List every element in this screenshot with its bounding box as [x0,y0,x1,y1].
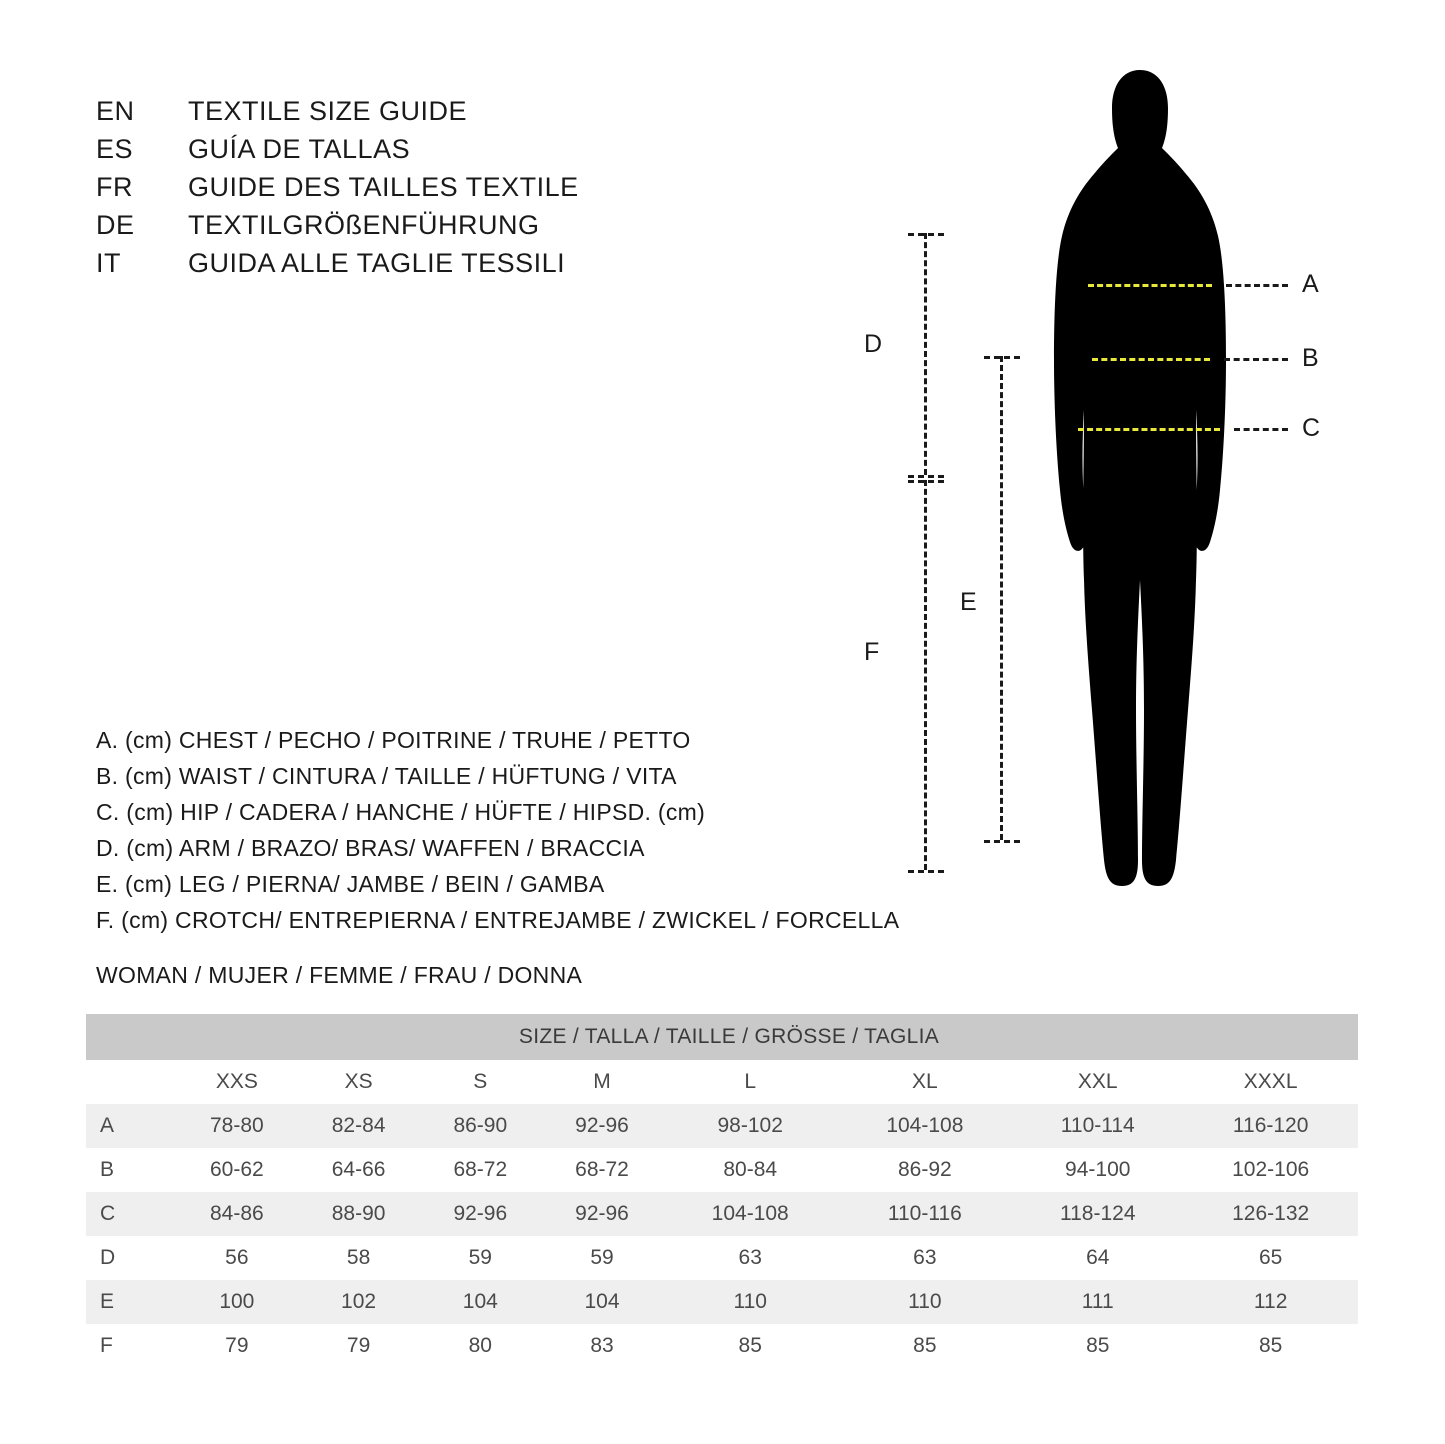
table-header-bar-label: SIZE / TALLA / TAILLE / GRÖSSE / TAGLIA [86,1014,1358,1060]
cell-a-s: 86-90 [419,1104,541,1148]
legend-item-f: F. (cm) CROTCH/ ENTREPIERNA / ENTREJAMBE / ZWICKEL / FORCELLA [96,907,900,933]
table-col-xxxl: XXXL [1183,1060,1358,1104]
table-col-s: S [419,1060,541,1104]
title-block [96,92,579,282]
chest-measure-line [1088,284,1212,287]
cell-d-xxxl: 65 [1183,1236,1358,1280]
cell-b-m: 68-72 [541,1148,663,1192]
cell-c-xs: 88-90 [298,1192,420,1236]
cell-a-l: 98-102 [663,1104,838,1148]
cell-a-xxl: 110-114 [1012,1104,1183,1148]
cell-d-l: 63 [663,1236,838,1280]
cell-b-xxl: 94-100 [1012,1148,1183,1192]
cell-f-xs: 79 [298,1324,420,1368]
cell-c-xl: 110-116 [838,1192,1013,1236]
waist-lead-line [1224,358,1288,361]
table-row [86,1192,1358,1236]
cell-b-xs: 64-66 [298,1148,420,1192]
title-text-it: GUIDA ALLE TAGLIE TESSILI [188,248,566,278]
cell-c-l: 104-108 [663,1192,838,1236]
cell-b-xl: 86-92 [838,1148,1013,1192]
legend-item-e: E. (cm) LEG / PIERNA/ JAMBE / BEIN / GAMBA [96,871,605,897]
title-row-en [96,92,579,130]
section-label-woman: WOMAN / MUJER / FEMME / FRAU / DONNA [96,962,583,988]
cell-d-xs: 58 [298,1236,420,1280]
table-col-xxs: XXS [176,1060,298,1104]
table-row [86,1148,1358,1192]
marker-label-leg: E [960,588,977,616]
table-row-label-b: B [86,1148,176,1192]
title-row-de [96,206,579,244]
title-lang-de: DE [96,210,135,240]
title-lang-es: ES [96,134,134,164]
table-size-header-row [86,1060,1358,1104]
table-row-label-c: C [86,1192,176,1236]
cell-d-s: 59 [419,1236,541,1280]
marker-label-waist: B [1302,344,1319,372]
crotch-axis-line [924,480,927,870]
cell-d-m: 59 [541,1236,663,1280]
table-col-m: M [541,1060,663,1104]
table-col-xl: XL [838,1060,1013,1104]
cell-b-l: 80-84 [663,1148,838,1192]
cell-e-xxs: 100 [176,1280,298,1324]
table-header-bar [86,1014,1358,1060]
hip-measure-line [1078,428,1220,431]
legend-item-d: D. (cm) ARM / BRAZO/ BRAS/ WAFFEN / BRACCIA [96,835,645,861]
marker-label-chest: A [1302,270,1319,298]
size-table [86,1014,1358,1368]
cell-d-xxs: 56 [176,1236,298,1280]
title-lang-it: IT [96,248,121,278]
title-text-es: GUÍA DE TALLAS [188,134,411,164]
crotch-axis-bottom-tick [908,870,944,873]
cell-a-xxxl: 116-120 [1183,1104,1358,1148]
table-col-xxl: XXL [1012,1060,1183,1104]
cell-f-xxs: 79 [176,1324,298,1368]
cell-b-xxs: 60-62 [176,1148,298,1192]
title-lang-en: EN [96,96,135,126]
table-row-label-f: F [86,1324,176,1368]
cell-f-xxl: 85 [1012,1324,1183,1368]
cell-e-m: 104 [541,1280,663,1324]
leg-axis-line [1000,356,1003,840]
cell-e-xl: 110 [838,1280,1013,1324]
marker-label-crotch: F [864,638,880,666]
cell-c-s: 92-96 [419,1192,541,1236]
title-row-es [96,130,579,168]
marker-label-hip: C [1302,414,1321,442]
title-text-fr: GUIDE DES TAILLES TEXTILE [188,172,579,202]
title-text-en: TEXTILE SIZE GUIDE [188,96,468,126]
cell-e-xs: 102 [298,1280,420,1324]
cell-f-l: 85 [663,1324,838,1368]
cell-c-m: 92-96 [541,1192,663,1236]
table-row [86,1104,1358,1148]
cell-f-s: 80 [419,1324,541,1368]
title-lang-fr: FR [96,172,133,202]
leg-axis-bottom-tick [984,840,1020,843]
legend-item-b: B. (cm) WAIST / CINTURA / TAILLE / HÜFTUNG / VITA [96,763,677,789]
cell-e-l: 110 [663,1280,838,1324]
cell-e-s: 104 [419,1280,541,1324]
cell-c-xxxl: 126-132 [1183,1192,1358,1236]
table-row-label-a: A [86,1104,176,1148]
cell-b-s: 68-72 [419,1148,541,1192]
cell-a-m: 92-96 [541,1104,663,1148]
chest-lead-line [1226,284,1288,287]
cell-f-m: 83 [541,1324,663,1368]
arm-axis-bottom-tick [908,475,944,478]
table-col-xs: XS [298,1060,420,1104]
cell-a-xxs: 78-80 [176,1104,298,1148]
legend-item-c: C. (cm) HIP / CADERA / HANCHE / HÜFTE / HIPSD. (cm) [96,799,706,825]
cell-f-xxxl: 85 [1183,1324,1358,1368]
waist-measure-line [1092,358,1210,361]
table-corner-cell [86,1060,176,1104]
table-row [86,1324,1358,1368]
cell-f-xl: 85 [838,1324,1013,1368]
cell-e-xxxl: 112 [1183,1280,1358,1324]
marker-label-arm: D [864,330,883,358]
table-col-l: L [663,1060,838,1104]
cell-c-xxl: 118-124 [1012,1192,1183,1236]
cell-b-xxxl: 102-106 [1183,1148,1358,1192]
title-row-it [96,244,579,282]
table-row-label-d: D [86,1236,176,1280]
table-row-label-e: E [86,1280,176,1324]
legend-item-a: A. (cm) CHEST / PECHO / POITRINE / TRUHE / PETTO [96,727,691,753]
cell-a-xl: 104-108 [838,1104,1013,1148]
title-text-de: TEXTILGRÖßENFÜHRUNG [188,210,540,240]
cell-a-xs: 82-84 [298,1104,420,1148]
cell-d-xl: 63 [838,1236,1013,1280]
table-row [86,1280,1358,1324]
legend-block [96,722,899,938]
table-row [86,1236,1358,1280]
woman-silhouette [1010,60,1270,900]
measurement-diagram [820,40,1380,920]
cell-d-xxl: 64 [1012,1236,1183,1280]
arm-axis-line [924,233,927,475]
title-row-fr [96,168,579,206]
cell-e-xxl: 111 [1012,1280,1183,1324]
cell-c-xxs: 84-86 [176,1192,298,1236]
hip-lead-line [1234,428,1288,431]
